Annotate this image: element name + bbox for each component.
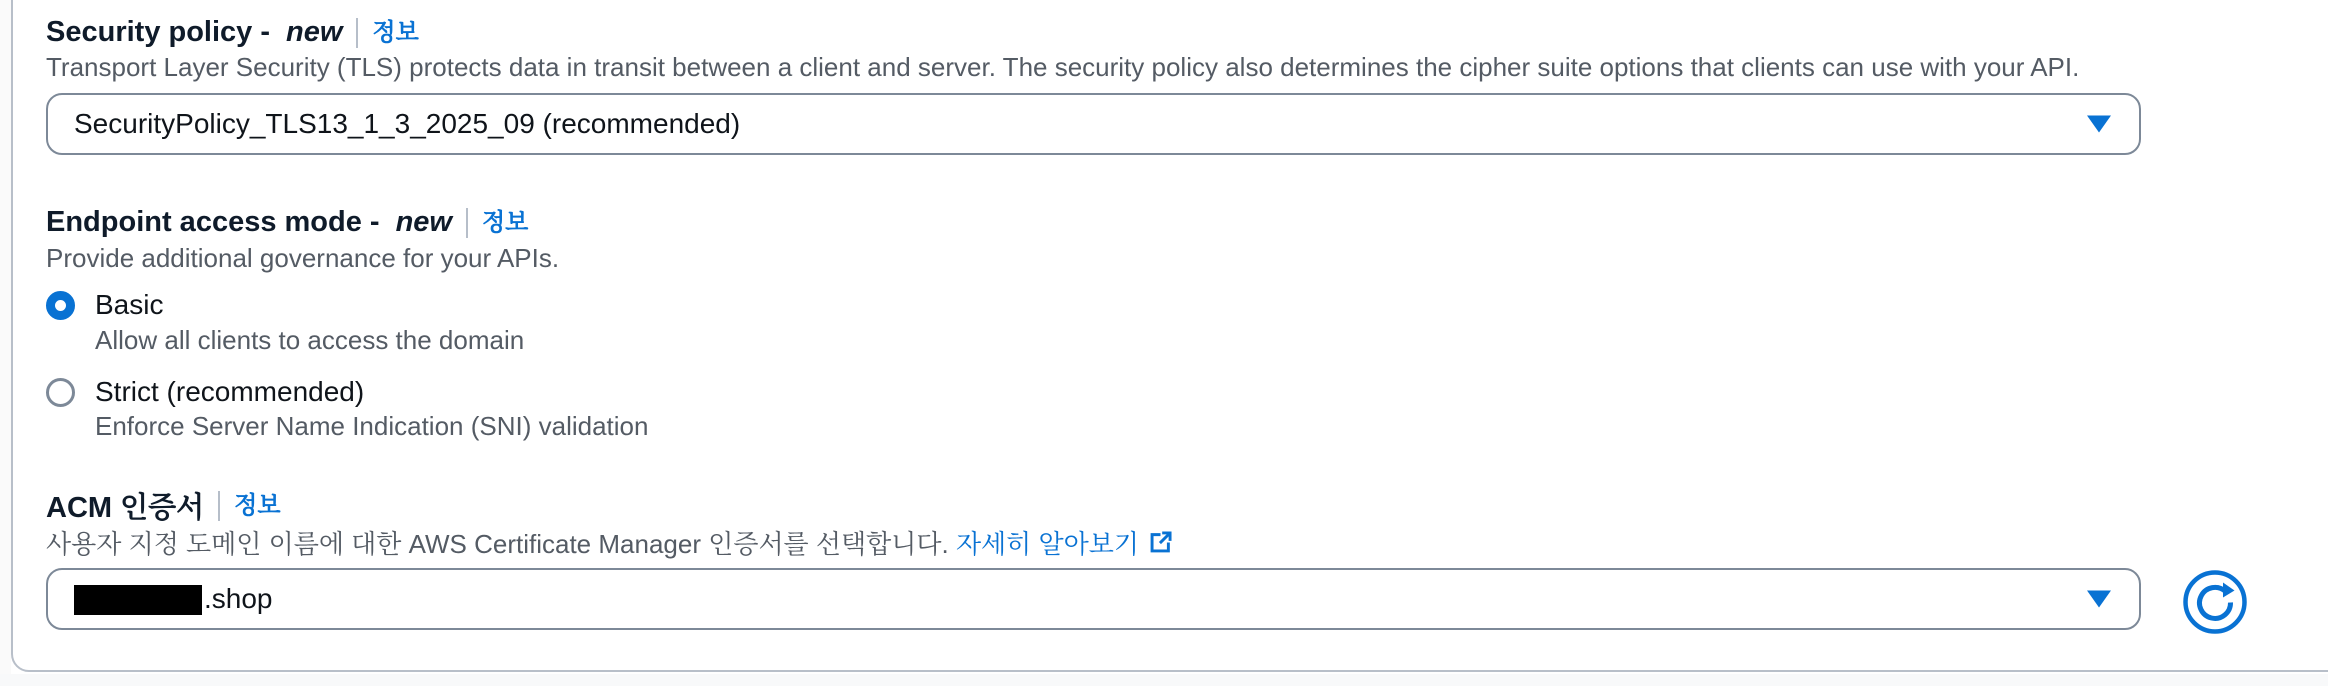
dropdown-caret-icon xyxy=(2087,116,2111,133)
acm-certificate-info-link[interactable]: 정보 xyxy=(234,491,281,519)
learn-more-link[interactable] xyxy=(956,524,1174,561)
radio-description-basic: Allow all clients to access the domain xyxy=(95,325,525,355)
radio-label-basic: Basic xyxy=(95,289,164,320)
new-badge: new xyxy=(286,16,343,48)
acm-certificate-label xyxy=(46,485,281,526)
acm-certificate-select[interactable] xyxy=(46,568,2141,630)
label-divider xyxy=(218,491,220,521)
refresh-icon xyxy=(2181,568,2249,636)
radio-button-basic[interactable] xyxy=(46,291,75,320)
redacted-certificate-value xyxy=(74,583,273,616)
new-badge: new xyxy=(395,206,452,238)
panel-footer-strip xyxy=(0,674,2328,686)
radio-button-strict[interactable] xyxy=(46,378,75,407)
label-divider xyxy=(466,208,468,238)
radio-option-strict[interactable] xyxy=(46,376,364,408)
security-policy-select-value: SecurityPolicy_TLS13_1_3_2025_09 (recommended) xyxy=(74,108,741,139)
radio-option-basic[interactable] xyxy=(46,289,163,321)
certificate-domain-suffix: .shop xyxy=(204,582,273,614)
refresh-certificates-button[interactable] xyxy=(2181,568,2249,636)
endpoint-access-mode-label-text: Endpoint access mode - xyxy=(46,206,380,238)
endpoint-access-mode-description: Provide additional governance for your APIs. xyxy=(46,243,560,273)
endpoint-access-mode-info-link[interactable]: 정보 xyxy=(481,208,529,236)
security-policy-label-text: Security policy - xyxy=(46,16,271,48)
security-policy-select[interactable] xyxy=(46,93,2141,155)
radio-label-strict: Strict (recommended) xyxy=(95,376,365,407)
acm-certificate-label-text: ACM 인증서 xyxy=(46,492,205,524)
redaction-box xyxy=(74,585,202,615)
external-link-icon xyxy=(1147,529,1174,556)
security-policy-label xyxy=(46,16,419,49)
page-left-background xyxy=(0,0,11,674)
acm-certificate-description xyxy=(46,524,1174,561)
dropdown-caret-icon xyxy=(2087,591,2111,608)
learn-more-link-text: 자세히 알아보기 xyxy=(955,529,1139,559)
endpoint-access-mode-label xyxy=(46,206,528,239)
security-policy-description: Transport Layer Security (TLS) protects data in transit between a client and server. The security policy also determines the cipher suite options that clients can use with your API. xyxy=(46,52,2080,82)
acm-certificate-description-text: 사용자 지정 도메인 이름에 대한 AWS Certificate Manager 인증서를 선택합니다. xyxy=(46,529,949,559)
security-policy-info-link[interactable]: 정보 xyxy=(372,18,419,46)
radio-description-strict: Enforce Server Name Indication (SNI) validation xyxy=(95,411,649,441)
label-divider xyxy=(356,18,358,48)
